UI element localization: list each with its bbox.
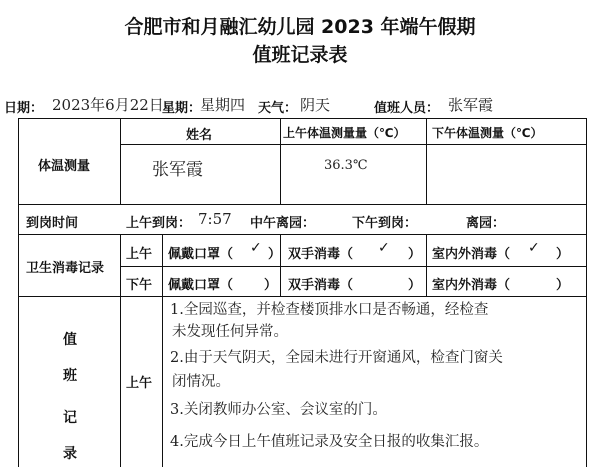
grid-line [120, 144, 586, 145]
title-line-2: 值班记录表 [252, 44, 348, 66]
date-label: 日期： [4, 101, 44, 116]
date-value: 2023年6月22日 [52, 96, 164, 114]
grid-line [162, 234, 163, 467]
col-am-temp: 上午体温测量量（℃） [283, 126, 406, 140]
disinfect-am: 上午 [126, 247, 153, 262]
pm-room: 室内外消毒（ [432, 278, 511, 293]
disinfect-label: 卫生消毒记录 [26, 261, 105, 276]
record-line: 3.关闭教师办公室、会议室的门。 [170, 402, 387, 418]
record-line: 未发现任何异常。 [172, 324, 288, 340]
am-hands-check: ✓ [378, 240, 390, 256]
duty-value: 张军霞 [448, 96, 494, 114]
noon-leave-label: 中午离园： [250, 216, 316, 231]
col-pm-temp: 下午体温测量（℃） [432, 126, 543, 140]
pm-mask-close: ） [264, 278, 278, 293]
record-label-char: 记 [63, 410, 77, 426]
weekday-value: 星期四 [200, 96, 246, 114]
grid-line [18, 296, 586, 297]
am-arrive-label: 上午到岗： [126, 216, 192, 231]
record-line: 1.全园巡查，并检查楼顶排水口是否畅通，经检查 [170, 302, 489, 318]
am-room: 室内外消毒（ [432, 247, 511, 262]
pm-hands: 双手消毒（ [288, 278, 354, 293]
record-line: 闭情况。 [172, 374, 230, 390]
leave-label: 离园： [466, 216, 506, 231]
grid-line [18, 234, 586, 235]
temp-name-value: 张军霞 [152, 160, 203, 180]
pm-arrive-label: 下午到岗： [352, 216, 418, 231]
am-mask-check: ✓ [250, 240, 262, 256]
grid-line [586, 118, 587, 467]
grid-line [18, 118, 586, 119]
disinfect-pm: 下午 [126, 278, 153, 293]
record-line: 4.完成今日上午值班记录及安全日报的收集汇报。 [170, 434, 489, 450]
weekday-label: 星期： [162, 101, 202, 116]
weather-value: 阴天 [300, 96, 331, 114]
grid-line [120, 266, 586, 267]
am-mask-close: ） [268, 247, 282, 262]
temp-am-value: 36.3℃ [324, 158, 368, 173]
grid-line [426, 118, 427, 204]
grid-line [280, 118, 281, 204]
title-line-1: 合肥市和月融汇幼儿园 2023 年端午假期 [124, 16, 476, 38]
weather-label: 天气： [258, 101, 298, 116]
grid-line [18, 118, 19, 467]
grid-line [120, 118, 121, 204]
pm-hands-close: ） [408, 278, 422, 293]
am-arrive-value: 7:57 [198, 210, 232, 228]
duty-label: 值班人员： [374, 101, 440, 116]
grid-line [426, 234, 427, 296]
record-label-char: 班 [63, 368, 77, 384]
am-room-close: ） [556, 247, 570, 262]
temp-row-label: 体温测量 [38, 159, 91, 174]
record-line: 2.由于天气阴天，全园未进行开窗通风，检查门窗关 [170, 350, 503, 366]
record-label-char: 录 [63, 446, 77, 462]
record-label-char: 值 [63, 332, 77, 348]
am-room-check: ✓ [528, 240, 540, 256]
am-hands-close: ） [408, 247, 422, 262]
arrival-label: 到岗时间 [26, 216, 79, 231]
grid-line [120, 234, 121, 467]
pm-room-close: ） [556, 278, 570, 293]
grid-line [18, 204, 586, 205]
col-name: 姓名 [186, 128, 213, 143]
record-am-label: 上午 [126, 376, 153, 391]
am-mask: 佩戴口罩（ [168, 247, 234, 262]
am-hands: 双手消毒（ [288, 247, 354, 262]
pm-mask: 佩戴口罩（ [168, 278, 234, 293]
